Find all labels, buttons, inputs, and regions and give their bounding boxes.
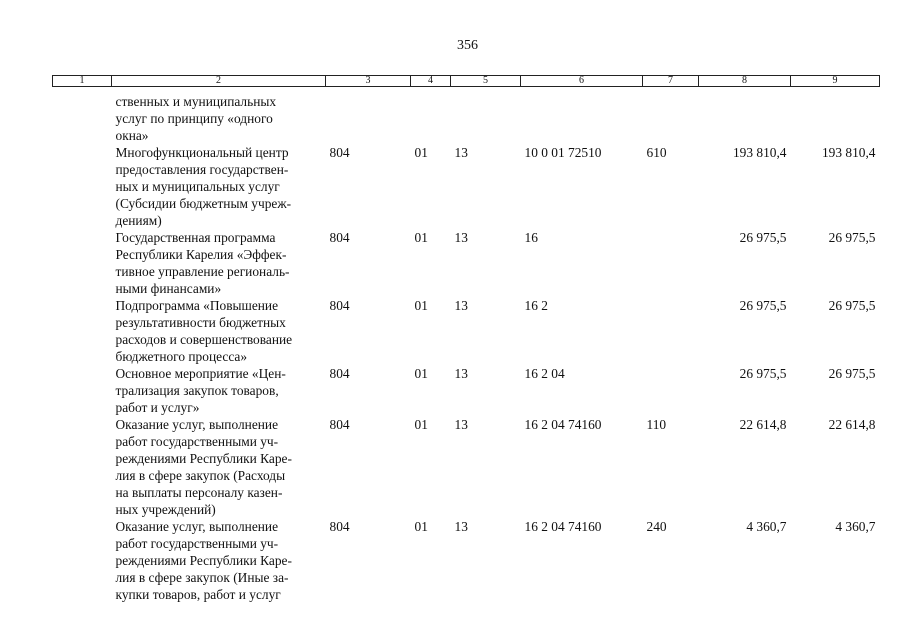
cell-description: [112, 365, 326, 416]
description-line: Многофункциональный центр: [115, 145, 289, 160]
cell-amount-col-8: 193 810,4: [732, 145, 787, 160]
description-line: ственных и муниципальных: [115, 94, 277, 109]
cell-col-1: [53, 518, 112, 603]
description-line: работ государственными уч-: [115, 434, 279, 449]
cell-section: 01: [414, 366, 428, 381]
cell-amount-col-9: 26 975,5: [828, 230, 876, 245]
description-line: лия в сфере закупок (Расходы: [115, 468, 286, 483]
cell-expense-type: 240: [646, 519, 667, 534]
cell-amount-col-9: 26 975,5: [828, 298, 876, 313]
budget-table: [52, 75, 880, 603]
column-header-1: 1: [53, 76, 112, 87]
description-line: бюджетного процесса»: [115, 349, 248, 364]
description-line: лия в сфере закупок (Иные за-: [115, 570, 289, 585]
cell-target-article: 16 2 04: [524, 366, 565, 381]
description-line: тивное управление региональ-: [115, 264, 290, 279]
cell-target-article: 16 2 04 74160: [524, 519, 602, 534]
description-line: Оказание услуг, выполнение: [115, 417, 279, 432]
table-row: [53, 416, 880, 518]
cell-amount-col-9: 4 360,7: [835, 519, 876, 534]
cell-expense-type: [643, 87, 699, 145]
cell-target-article: 16 2: [524, 298, 548, 313]
cell-col-1: [53, 144, 112, 229]
description-line: на выплаты персоналу казен-: [115, 485, 283, 500]
column-header-5: 5: [451, 76, 521, 87]
cell-expense-type: 610: [646, 145, 667, 160]
cell-expense-type: 110: [646, 417, 667, 432]
cell-description: [112, 297, 326, 365]
description-line: предоставления государствен-: [115, 162, 289, 177]
description-line: Республики Карелия «Эффек-: [115, 247, 287, 262]
table-row: [53, 87, 880, 145]
cell-amount-col-8: 26 975,5: [739, 298, 787, 313]
description-line: услуг по принципу «одного: [115, 111, 273, 126]
description-line: трализация закупок товаров,: [115, 383, 279, 398]
cell-expense-type: [643, 229, 699, 297]
cell-ministry-code: 804: [329, 230, 350, 245]
cell-ministry-code: 804: [329, 366, 350, 381]
cell-target-article: 16 2 04 74160: [524, 417, 602, 432]
cell-amount-col-8: [699, 87, 791, 145]
table-body: [53, 87, 880, 604]
cell-ministry-code: 804: [329, 298, 350, 313]
table-row: [53, 518, 880, 603]
description-line: ных и муниципальных услуг: [115, 179, 280, 194]
cell-description: [112, 518, 326, 603]
header-row: [53, 76, 880, 87]
description-line: Основное мероприятие «Цен-: [115, 366, 286, 381]
cell-description: [112, 229, 326, 297]
cell-amount-col-8: 4 360,7: [746, 519, 787, 534]
cell-subsection: 13: [454, 519, 468, 534]
description-line: ными финансами»: [115, 281, 222, 296]
description-line: дениям): [115, 213, 162, 228]
cell-section: 01: [414, 417, 428, 432]
cell-amount-col-9: 193 810,4: [821, 145, 876, 160]
cell-section: 01: [414, 230, 428, 245]
table-row: [53, 229, 880, 297]
cell-description: [112, 144, 326, 229]
cell-expense-type: [643, 297, 699, 365]
cell-description: [112, 87, 326, 145]
cell-section: [411, 87, 451, 145]
column-header-6: 6: [521, 76, 643, 87]
cell-col-1: [53, 297, 112, 365]
column-header-8: 8: [699, 76, 791, 87]
cell-ministry-code: 804: [329, 417, 350, 432]
column-header-4: 4: [411, 76, 451, 87]
cell-col-1: [53, 416, 112, 518]
description-line: работ и услуг»: [115, 400, 200, 415]
column-header-9: 9: [791, 76, 880, 87]
cell-amount-col-8: 22 614,8: [739, 417, 787, 432]
description-line: реждениями Республики Каре-: [115, 451, 292, 466]
cell-amount-col-8: 26 975,5: [739, 230, 787, 245]
description-line: результативности бюджетных: [115, 315, 286, 330]
column-header-7: 7: [643, 76, 699, 87]
description-line: купки товаров, работ и услуг: [115, 587, 281, 602]
description-line: ных учреждений): [115, 502, 216, 517]
cell-section: 01: [414, 145, 428, 160]
cell-subsection: 13: [454, 417, 468, 432]
cell-target-article: 16: [524, 230, 538, 245]
cell-target-article: 10 0 01 72510: [524, 145, 602, 160]
cell-ministry-code: 804: [329, 145, 350, 160]
cell-amount-col-9: [791, 87, 880, 145]
cell-ministry-code: 804: [329, 519, 350, 534]
description-line: (Субсидии бюджетным учреж-: [115, 196, 292, 211]
cell-target-article: [521, 87, 643, 145]
page-number: 356: [457, 38, 478, 53]
cell-col-1: [53, 229, 112, 297]
table-header: [53, 76, 880, 87]
description-line: Оказание услуг, выполнение: [115, 519, 279, 534]
cell-subsection: 13: [454, 230, 468, 245]
column-header-3: 3: [326, 76, 411, 87]
cell-subsection: 13: [454, 298, 468, 313]
cell-ministry-code: [326, 87, 411, 145]
description-line: реждениями Республики Каре-: [115, 553, 292, 568]
cell-expense-type: [643, 365, 699, 416]
description-line: окна»: [115, 128, 149, 143]
cell-section: 01: [414, 298, 428, 313]
cell-col-1: [53, 365, 112, 416]
cell-subsection: 13: [454, 366, 468, 381]
table-row: [53, 365, 880, 416]
description-line: Государственная программа: [115, 230, 276, 245]
table-row: [53, 144, 880, 229]
description-line: работ государственными уч-: [115, 536, 279, 551]
cell-amount-col-8: 26 975,5: [739, 366, 787, 381]
column-header-2: 2: [112, 76, 326, 87]
cell-amount-col-9: 26 975,5: [828, 366, 876, 381]
cell-description: [112, 416, 326, 518]
description-line: Подпрограмма «Повышение: [115, 298, 279, 313]
cell-subsection: 13: [454, 145, 468, 160]
table-row: [53, 297, 880, 365]
cell-subsection: [451, 87, 521, 145]
cell-col-1: [53, 87, 112, 145]
cell-section: 01: [414, 519, 428, 534]
description-line: расходов и совершенствование: [115, 332, 293, 347]
cell-amount-col-9: 22 614,8: [828, 417, 876, 432]
